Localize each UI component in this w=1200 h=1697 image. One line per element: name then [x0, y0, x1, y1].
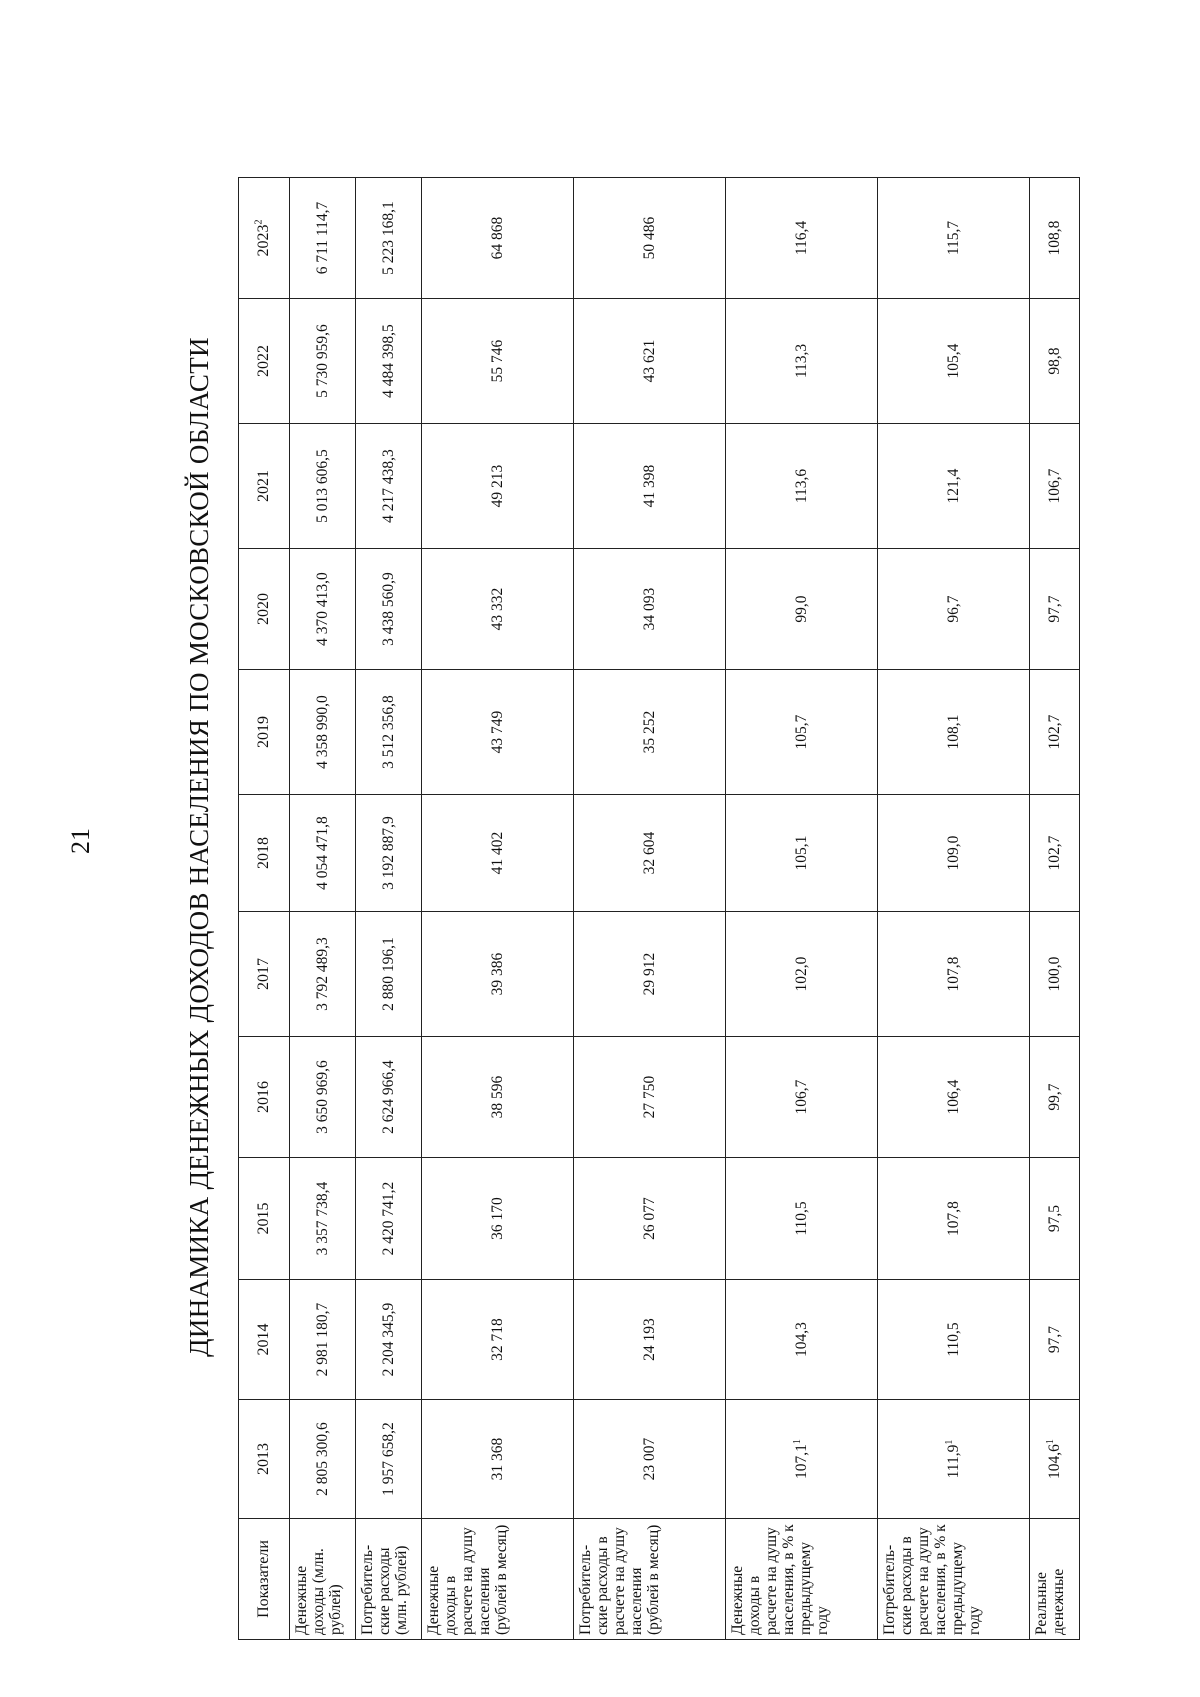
table-cell — [290, 1037, 356, 1158]
year-label: 2022 — [255, 345, 272, 377]
cell-value: 34 093 — [640, 587, 658, 631]
cell-value: 4 054 471,8 — [313, 816, 331, 890]
table-cell — [422, 299, 574, 424]
cell-value: 102,7 — [1045, 714, 1063, 750]
footnote-mark: 1 — [791, 1439, 803, 1445]
footnote-mark: 1 — [943, 1439, 955, 1445]
income-dynamics-table — [238, 177, 1080, 1640]
table-cell — [726, 1400, 878, 1519]
table-cell — [574, 670, 726, 795]
cell-value: 96,7 — [944, 595, 962, 623]
table-cell — [422, 549, 574, 670]
table-cell — [726, 795, 878, 912]
table-cell — [356, 670, 422, 795]
table-cell — [1030, 912, 1080, 1037]
year-header — [239, 424, 290, 549]
cell-value: 3 357 738,4 — [313, 1181, 331, 1256]
table-cell — [1030, 670, 1080, 795]
table-cell — [878, 424, 1030, 549]
year-header — [239, 1280, 290, 1400]
cell-value: 2 805 300,6 — [313, 1422, 331, 1496]
table-cell — [290, 178, 356, 299]
cell-value: 97,5 — [1045, 1204, 1063, 1233]
table-cell — [422, 178, 574, 299]
cell-value: 41 402 — [488, 831, 506, 875]
table-cell — [574, 549, 726, 670]
table-cell — [356, 1400, 422, 1519]
cell-value: 104,6 — [1045, 1444, 1063, 1479]
cell-value: 104,3 — [792, 1322, 810, 1357]
table-cell — [1030, 178, 1080, 299]
table-cell — [356, 549, 422, 670]
cell-value: 2 420 741,2 — [379, 1181, 397, 1256]
table-cell — [290, 912, 356, 1037]
cell-value: 36 170 — [488, 1197, 506, 1240]
table-cell — [1030, 299, 1080, 424]
table-cell — [878, 299, 1030, 424]
table-cell — [356, 178, 422, 299]
cell-value: 6 711 114,7 — [313, 201, 331, 275]
cell-value: 97,7 — [1045, 1325, 1063, 1354]
cell-value: 108,1 — [944, 714, 962, 750]
table-cell — [290, 1158, 356, 1280]
table-cell — [356, 424, 422, 549]
year-label: 2018 — [255, 837, 272, 869]
table-cell — [290, 795, 356, 912]
table-cell — [878, 549, 1030, 670]
cell-value: 3 650 969,6 — [313, 1060, 331, 1134]
table-cell — [1030, 795, 1080, 912]
table-cell — [878, 1280, 1030, 1400]
page-number: 21 — [66, 828, 95, 854]
footnote-mark: 2 — [253, 219, 265, 225]
cell-value: 105,4 — [944, 343, 962, 379]
table-row — [422, 178, 574, 1640]
footnote-mark: 1 — [1044, 1439, 1056, 1445]
table-cell — [422, 795, 574, 912]
cell-value: 23 007 — [640, 1437, 658, 1481]
cell-value: 3 512 356,8 — [379, 695, 397, 769]
cell-value: 121,4 — [944, 468, 962, 504]
table-cell — [356, 912, 422, 1037]
indicator-header: Показатели — [239, 1519, 290, 1640]
cell-value: 41 398 — [640, 464, 658, 508]
year-label: 2017 — [255, 958, 272, 990]
cell-value: 3 192 887,9 — [379, 816, 397, 890]
cell-value: 55 746 — [488, 339, 506, 383]
table-cell — [574, 1037, 726, 1158]
table-cell — [356, 1280, 422, 1400]
cell-value: 97,7 — [1045, 595, 1063, 623]
row-label: Реальные денежные — [1030, 1519, 1080, 1640]
table-body — [290, 178, 1080, 1640]
table-cell — [878, 912, 1030, 1037]
cell-value: 2 204 345,9 — [379, 1302, 397, 1377]
cell-value: 43 332 — [488, 587, 506, 631]
table-cell — [422, 424, 574, 549]
table-cell — [726, 1158, 878, 1280]
table-cell — [1030, 1280, 1080, 1400]
cell-value: 99,0 — [792, 595, 810, 623]
cell-value: 2 880 196,1 — [379, 937, 397, 1011]
table-cell — [1030, 1037, 1080, 1158]
table-cell — [422, 912, 574, 1037]
cell-value: 5 013 606,5 — [313, 449, 331, 523]
cell-value: 109,0 — [944, 835, 962, 871]
row-label: Потребитель-ские расходы в расчете на душу населения (рублей в месяц) — [574, 1519, 726, 1640]
cell-value: 5 223 168,1 — [379, 201, 397, 275]
cell-value: 2 981 180,7 — [313, 1302, 331, 1377]
cell-value: 43 621 — [640, 339, 658, 383]
cell-value: 107,8 — [944, 1201, 962, 1236]
table-cell — [878, 1158, 1030, 1280]
cell-value: 102,0 — [792, 956, 810, 992]
cell-value: 110,5 — [944, 1322, 962, 1357]
table-cell — [726, 670, 878, 795]
cell-value: 35 252 — [640, 710, 658, 754]
cell-value: 105,1 — [792, 835, 810, 871]
table-cell — [574, 1280, 726, 1400]
table-cell — [356, 1037, 422, 1158]
cell-value: 2 624 966,4 — [379, 1060, 397, 1134]
cell-value: 3 438 560,9 — [379, 572, 397, 646]
table-cell — [356, 1158, 422, 1280]
table-cell — [878, 1037, 1030, 1158]
table-row — [1030, 178, 1080, 1640]
year-header — [239, 912, 290, 1037]
cell-value: 1 957 658,2 — [379, 1422, 397, 1496]
cell-value: 113,6 — [792, 468, 810, 504]
cell-value: 3 792 489,3 — [313, 937, 331, 1011]
table-cell — [878, 795, 1030, 912]
year-header — [239, 795, 290, 912]
table-row — [878, 178, 1030, 1640]
cell-value: 29 912 — [640, 952, 658, 996]
year-header — [239, 670, 290, 795]
cell-value: 113,3 — [792, 343, 810, 379]
cell-value: 4 217 438,3 — [379, 449, 397, 523]
table-cell — [290, 1400, 356, 1519]
year-label: 2016 — [255, 1081, 272, 1113]
table-cell — [726, 424, 878, 549]
cell-value: 38 596 — [488, 1075, 506, 1119]
table-cell — [878, 1400, 1030, 1519]
cell-value: 5 730 959,6 — [313, 324, 331, 398]
table-cell — [726, 1037, 878, 1158]
table-cell — [422, 1158, 574, 1280]
cell-value: 27 750 — [640, 1075, 658, 1119]
table-cell — [574, 178, 726, 299]
cell-value: 116,4 — [792, 220, 810, 256]
cell-value: 105,7 — [792, 714, 810, 750]
row-label: Денежные доходы в расчете на душу населения, в % к предыдущему году — [726, 1519, 878, 1640]
cell-value: 4 358 990,0 — [313, 695, 331, 769]
table-cell — [422, 670, 574, 795]
cell-value: 32 718 — [488, 1318, 506, 1361]
year-header — [239, 1158, 290, 1280]
cell-value: 110,5 — [792, 1201, 810, 1236]
table-cell — [422, 1037, 574, 1158]
cell-value: 111,9 — [944, 1444, 962, 1479]
table-row — [290, 178, 356, 1640]
year-label: 2014 — [255, 1323, 272, 1356]
table-cell — [1030, 549, 1080, 670]
row-label: Денежные доходы в расчете на душу населения (рублей в месяц) — [422, 1519, 574, 1640]
cell-value: 108,8 — [1045, 220, 1063, 256]
year-label: 2021 — [255, 470, 272, 502]
table-cell — [726, 1280, 878, 1400]
table-cell — [1030, 424, 1080, 549]
table-cell — [574, 912, 726, 1037]
cell-value: 4 484 398,5 — [379, 324, 397, 398]
cell-value: 43 749 — [488, 710, 506, 754]
year-header — [239, 178, 290, 299]
row-label: Денежные доходы (млн. рублей) — [290, 1519, 356, 1640]
year-header — [239, 549, 290, 670]
cell-value: 99,7 — [1045, 1083, 1063, 1111]
table-cell — [726, 549, 878, 670]
table-cell — [290, 549, 356, 670]
year-label: 2015 — [255, 1202, 272, 1235]
cell-value: 26 077 — [640, 1197, 658, 1240]
table-row — [574, 178, 726, 1640]
cell-value: 32 604 — [640, 831, 658, 875]
cell-value: 4 370 413,0 — [313, 572, 331, 646]
table-cell — [1030, 1400, 1080, 1519]
cell-value: 100,0 — [1045, 956, 1063, 992]
cell-value: 115,7 — [944, 220, 962, 256]
table-cell — [356, 795, 422, 912]
year-header — [239, 1400, 290, 1519]
header-row — [239, 178, 290, 1640]
year-label: 2013 — [255, 1443, 272, 1475]
table-cell — [422, 1280, 574, 1400]
cell-value: 98,8 — [1045, 347, 1063, 375]
table-cell — [290, 424, 356, 549]
year-header — [239, 299, 290, 424]
year-label: 2023 — [255, 224, 272, 257]
page-title: ДИНАМИКА ДЕНЕЖНЫХ ДОХОДОВ НАСЕЛЕНИЯ ПО МОСКОВСКОЙ ОБЛАСТИ — [184, 337, 214, 1357]
cell-value: 31 368 — [488, 1437, 506, 1481]
table-cell — [726, 912, 878, 1037]
table-row — [356, 178, 422, 1640]
cell-value: 64 868 — [488, 216, 506, 260]
table-cell — [574, 795, 726, 912]
table-cell — [878, 670, 1030, 795]
row-label: Потребитель-ские расходы (млн. рублей) — [356, 1519, 422, 1640]
table-cell — [726, 178, 878, 299]
cell-value: 107,8 — [944, 956, 962, 992]
row-label: Потребитель-ские расходы в расчете на душу населения, в % к предыдущему году — [878, 1519, 1030, 1640]
cell-value: 106,4 — [944, 1079, 962, 1115]
table-cell — [574, 1158, 726, 1280]
table-cell — [290, 1280, 356, 1400]
table-cell — [290, 299, 356, 424]
year-header — [239, 1037, 290, 1158]
cell-value: 39 386 — [488, 952, 506, 996]
table-cell — [1030, 1158, 1080, 1280]
table-cell — [422, 1400, 574, 1519]
table-cell — [878, 178, 1030, 299]
table-cell — [574, 1400, 726, 1519]
year-label: 2020 — [255, 593, 272, 625]
cell-value: 24 193 — [640, 1318, 658, 1361]
cell-value: 102,7 — [1045, 835, 1063, 871]
table-cell — [574, 299, 726, 424]
cell-value: 106,7 — [792, 1079, 810, 1115]
cell-value: 106,7 — [1045, 468, 1063, 504]
year-label: 2019 — [255, 716, 272, 748]
table-row — [726, 178, 878, 1640]
cell-value: 50 486 — [640, 216, 658, 260]
table-cell — [356, 299, 422, 424]
cell-value: 107,1 — [792, 1444, 810, 1479]
table-cell — [574, 424, 726, 549]
table-cell — [726, 299, 878, 424]
cell-value: 49 213 — [488, 464, 506, 508]
table-cell — [290, 670, 356, 795]
